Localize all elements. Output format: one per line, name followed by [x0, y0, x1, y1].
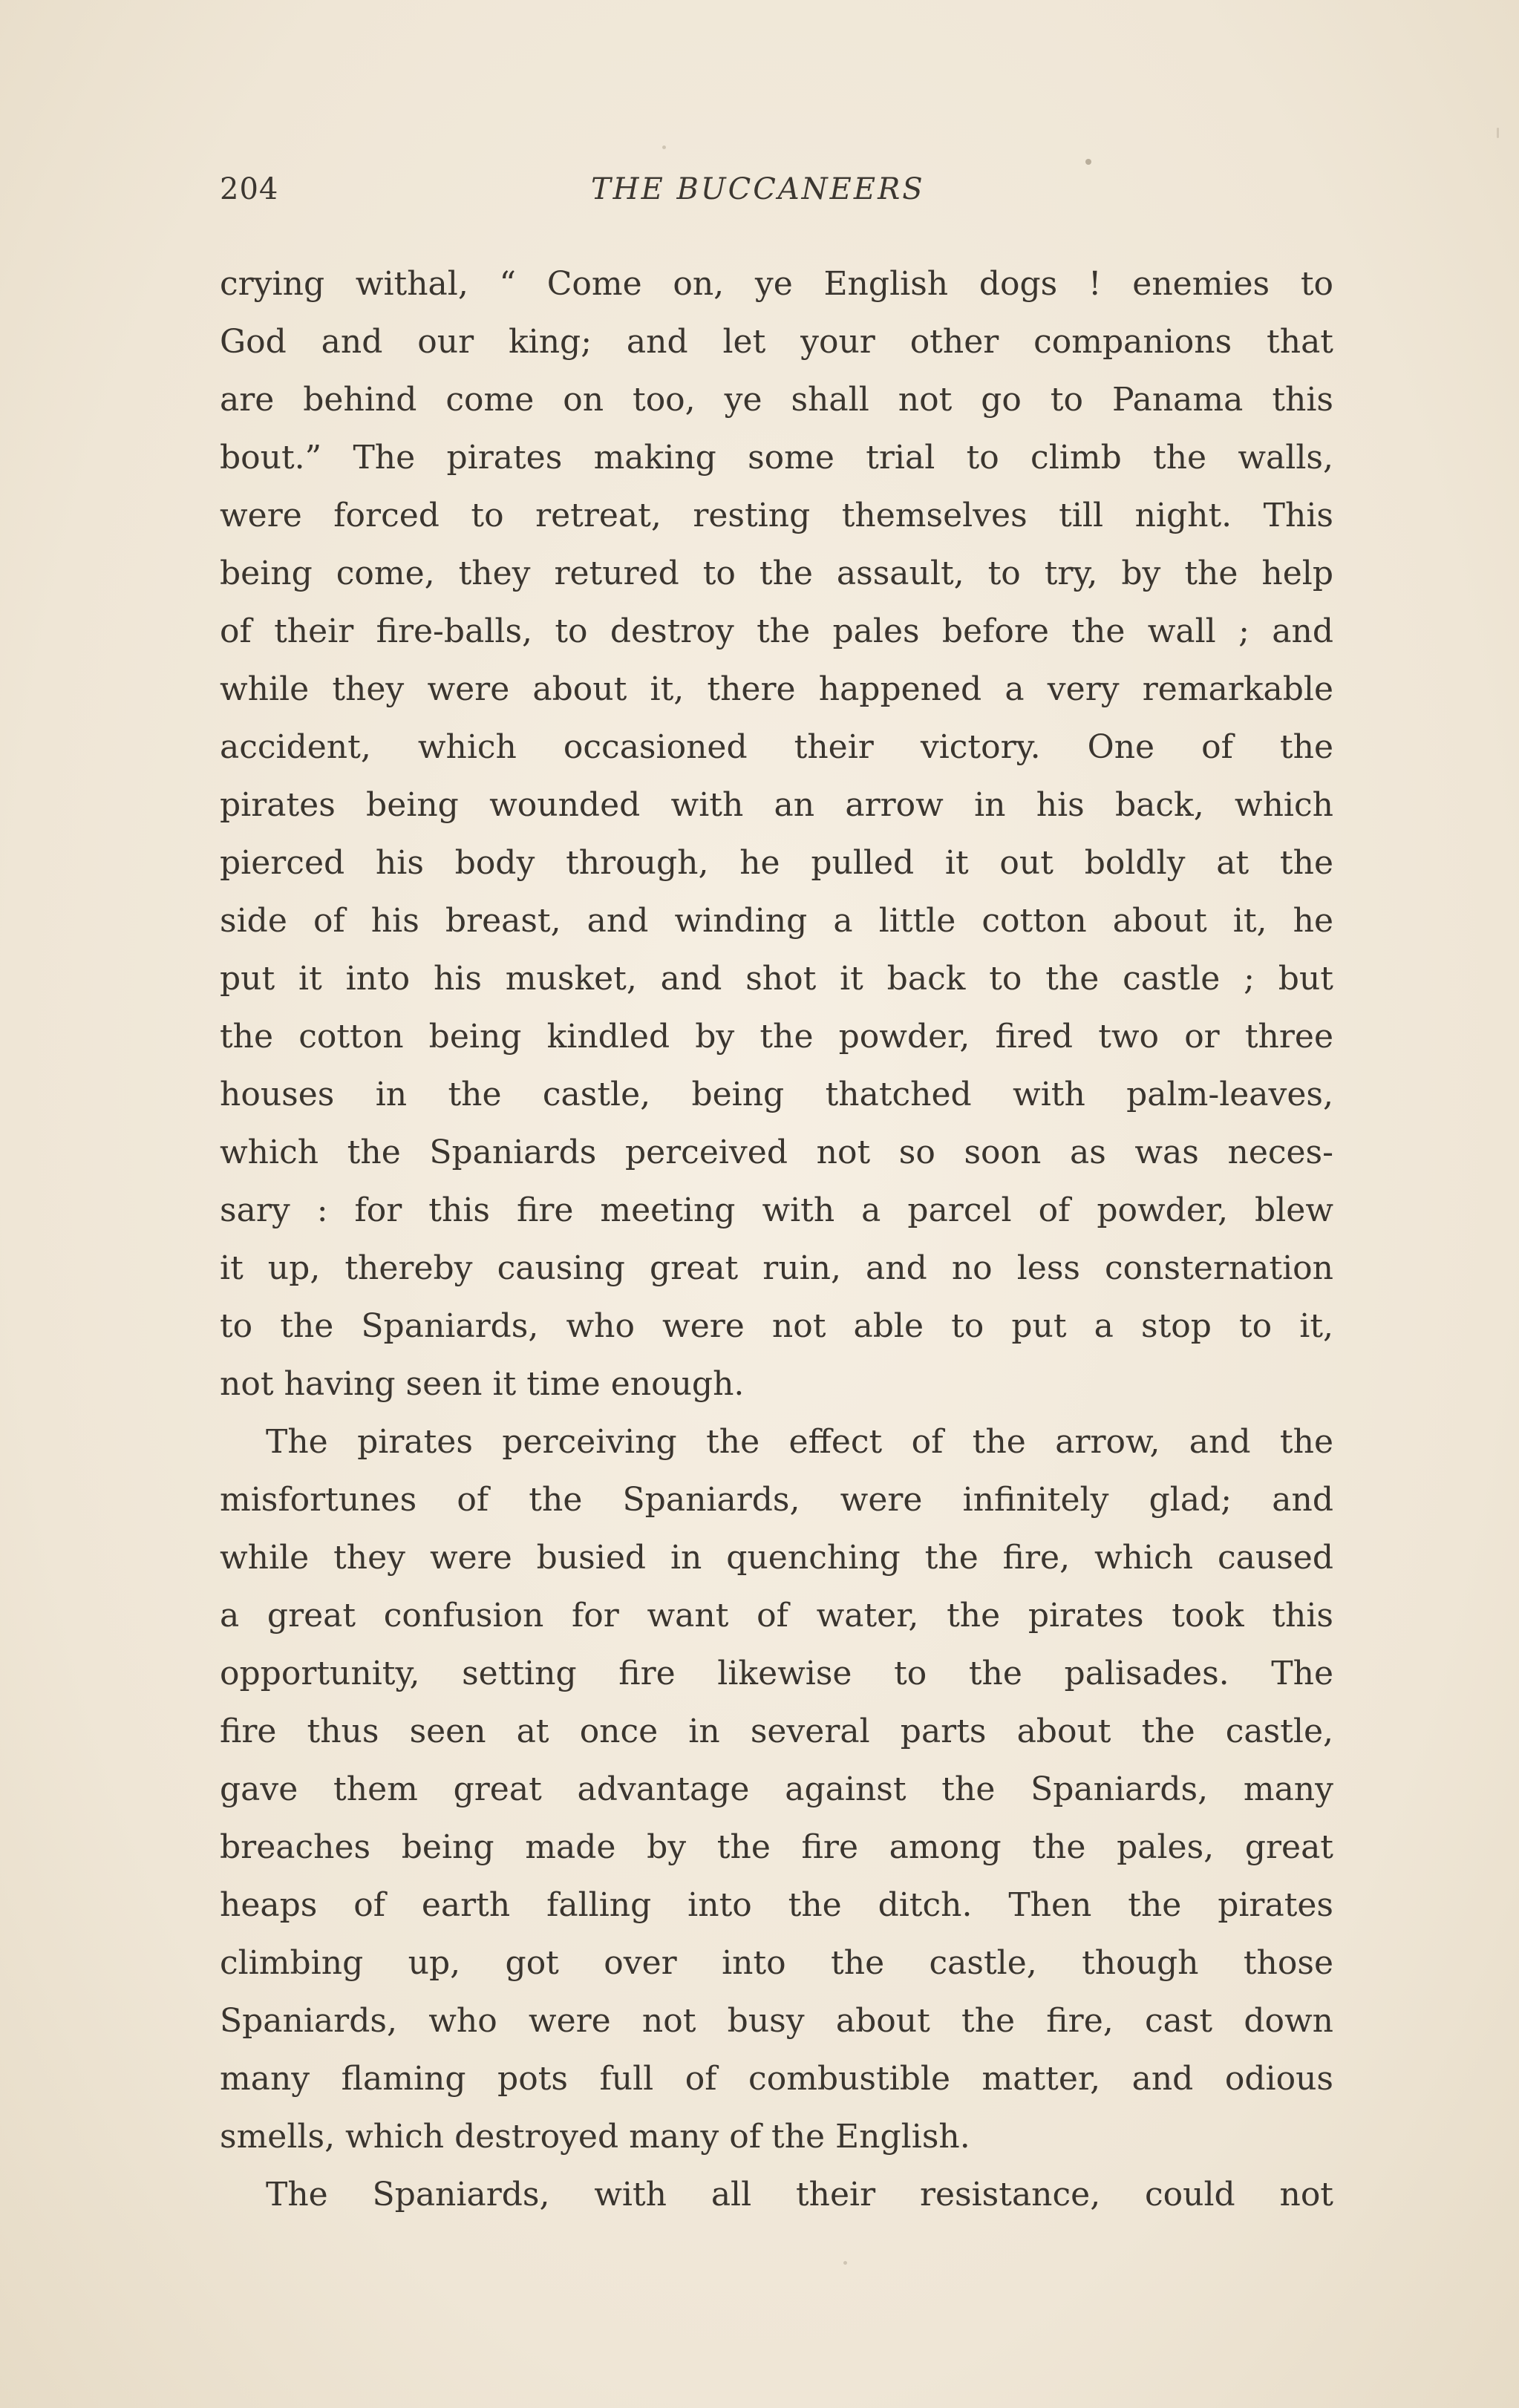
text-line: the cotton being kindled by the powder, fired two or three [220, 1018, 1333, 1056]
text-line: being come, they retured to the assault, to try, by the help [220, 554, 1333, 592]
text-line: pierced his body through, he pulled it out boldly at the [220, 844, 1333, 882]
text-line: while they were busied in quenching the fire, which caused [220, 1539, 1333, 1577]
text-line: misfortunes of the Spaniards, were infinitely glad; and [220, 1481, 1333, 1519]
text-line: smells, which destroyed many of the English. [220, 2118, 970, 2156]
text-line: crying withal, “ Come on, ye English dogs ! enemies to [220, 265, 1333, 303]
running-title: THE BUCCANEERS [591, 172, 925, 206]
text-line: The pirates perceiving the effect of the arrow, and the [266, 1423, 1333, 1461]
text-line: Spaniards, who were not busy about the fire, cast down [220, 2002, 1333, 2040]
text-line: side of his breast, and winding a little cotton about it, he [220, 902, 1333, 940]
paper-speck [843, 2261, 847, 2265]
paper-speck [662, 145, 666, 149]
text-line: a great confusion for want of water, the pirates took this [220, 1597, 1333, 1635]
text-line: it up, thereby causing great ruin, and no less consternation [220, 1249, 1333, 1287]
text-line: opportunity, setting fire likewise to the palisades. The [220, 1655, 1333, 1692]
text-line: sary : for this fire meeting with a parcel of powder, blew [220, 1191, 1333, 1229]
text-line: while they were about it, there happened a very remarkable [220, 670, 1333, 708]
text-line: to the Spaniards, who were not able to put a stop to it, [220, 1307, 1333, 1345]
text-line: are behind come on too, ye shall not go to Panama this [220, 381, 1333, 419]
text-line: pirates being wounded with an arrow in his back, which [220, 786, 1333, 824]
text-line: gave them great advantage against the Spaniards, many [220, 1770, 1333, 1808]
text-line: many flaming pots full of combustible matter, and odious [220, 2060, 1333, 2098]
text-line: God and our king; and let your other companions that [220, 323, 1333, 361]
text-line: heaps of earth falling into the ditch. Then the pirates [220, 1886, 1333, 1924]
text-line: bout.” The pirates making some trial to climb the walls, [220, 439, 1333, 477]
text-line: The Spaniards, with all their resistance, could not [266, 2176, 1333, 2214]
text-line: accident, which occasioned their victory. One of the [220, 728, 1333, 766]
page-header [220, 172, 1333, 224]
text-line: put it into his musket, and shot it back to the castle ; but [220, 960, 1333, 998]
text-line: were forced to retreat, resting themselves till night. This [220, 497, 1333, 534]
text-line: not having seen it time enough. [220, 1365, 745, 1403]
page-number: 204 [220, 172, 279, 206]
body-text [220, 255, 1333, 2224]
text-line: houses in the castle, being thatched with palm-leaves, [220, 1076, 1333, 1113]
paper-speck [1085, 159, 1091, 165]
text-line: which the Spaniards perceived not so soon as was neces- [220, 1133, 1333, 1171]
text-line: of their fire-balls, to destroy the pales before the wall ; and [220, 612, 1333, 650]
text-line: breaches being made by the fire among the pales, great [220, 1828, 1333, 1866]
paper-speck [1497, 128, 1499, 138]
text-line: fire thus seen at once in several parts about the castle, [220, 1712, 1333, 1750]
text-line: climbing up, got over into the castle, though those [220, 1944, 1333, 1982]
